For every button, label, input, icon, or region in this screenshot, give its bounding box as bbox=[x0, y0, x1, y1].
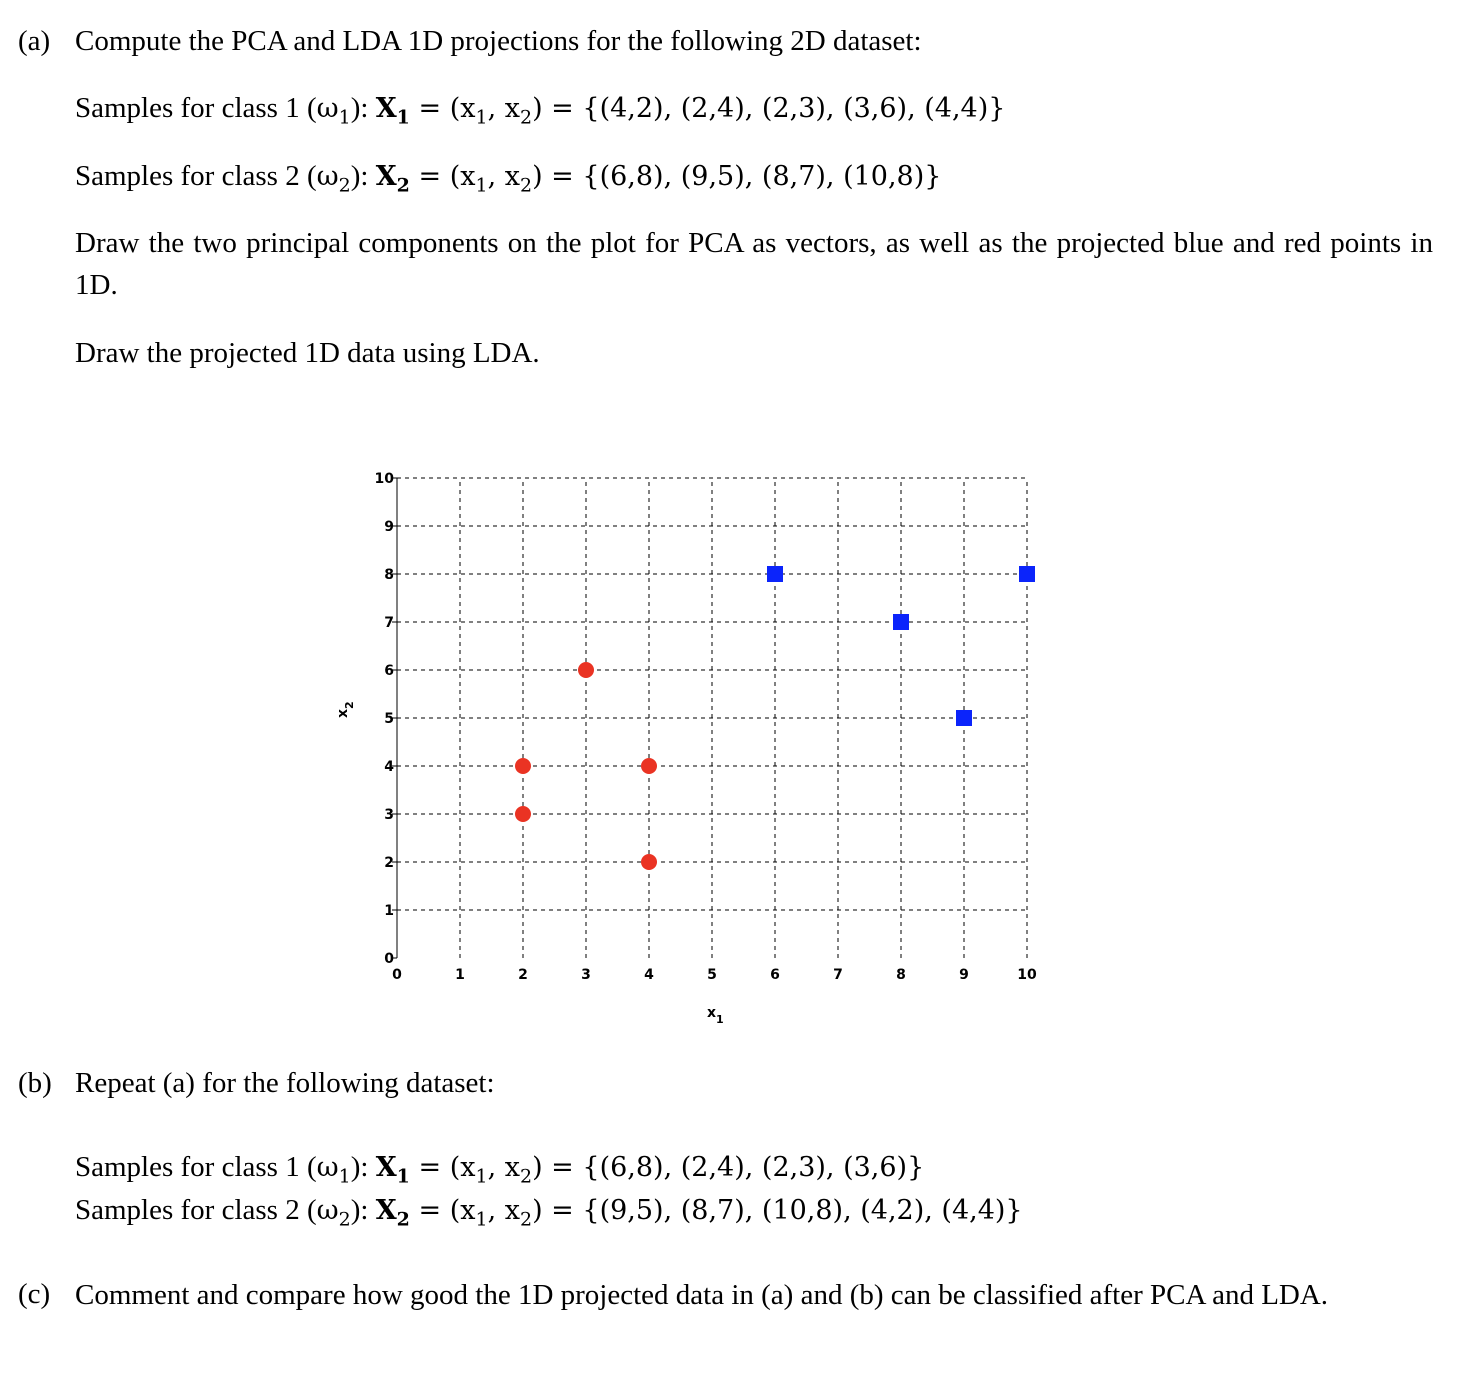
part-a-class1-line: Samples for class 1 $(\omega_1)$: $X_1 = (x_1$, $x_2) = \{(4,2)$, (2,4), (2,3), (3,6), (4,4)} bbox=[75, 92, 1006, 129]
x-tick-label: 10 bbox=[1017, 967, 1037, 983]
chart-grid bbox=[397, 478, 1027, 958]
x-tick-label: 5 bbox=[707, 967, 717, 983]
class2-point bbox=[893, 614, 909, 630]
part-a-label: (a) bbox=[18, 25, 51, 57]
part-b-class2-line: Samples for class 2 $(\omega_2)$: $X_2 = (x_1$, $x_2) = \{(9,5)$, (8,7), (10,8), (4,2), (4,4)} bbox=[75, 1194, 1023, 1231]
y-tick-label: 3 bbox=[384, 807, 394, 823]
part-a-class2-line: Samples for class 2 $(\omega_2)$: $X_2 = (x_1$, $x_2) = \{(6,8)$, (9,5), (8,7), (10,8)} bbox=[75, 160, 942, 197]
y-tick-label: 0 bbox=[384, 951, 394, 967]
x-axis-label: $x_1$ bbox=[707, 1005, 724, 1026]
y-axis-label: $x_2$ bbox=[335, 701, 356, 718]
part-a-instruction-pca: Draw the two principal components on the plot for PCA as vectors, as well as the projected blue and red points in 1D. bbox=[75, 227, 1433, 301]
class2-point bbox=[767, 566, 783, 582]
class1-point bbox=[641, 854, 657, 870]
class1-point bbox=[515, 758, 531, 774]
x-tick-label: 6 bbox=[770, 967, 780, 983]
x-tick-label: 9 bbox=[959, 967, 969, 983]
y-tick-label: 7 bbox=[384, 615, 394, 631]
x-tick-label: 2 bbox=[518, 967, 528, 983]
part-c-text: Comment and compare how good the 1D projected data in (a) and (b) can be classified after PCA and LDA. bbox=[75, 1279, 1329, 1311]
y-tick-label: 6 bbox=[384, 663, 394, 679]
part-b-class1-line: Samples for class 1 $(\omega_1)$: $X_1 = (x_1$, $x_2) = \{(6,8)$, (2,4), (2,3), (3,6)} bbox=[75, 1151, 925, 1188]
scatter-chart bbox=[330, 462, 1060, 1052]
chart-ticks bbox=[375, 471, 1037, 983]
class1-point bbox=[578, 662, 594, 678]
y-tick-label: 9 bbox=[384, 519, 394, 535]
part-c-label: (c) bbox=[18, 1278, 51, 1310]
y-tick-label: 2 bbox=[384, 855, 394, 871]
x-tick-label: 8 bbox=[896, 967, 906, 983]
x-tick-label: 1 bbox=[455, 967, 465, 983]
part-a-instruction-lda: Draw the projected 1D data using LDA. bbox=[75, 337, 540, 369]
x-tick-label: 7 bbox=[833, 967, 843, 983]
class2-point bbox=[1019, 566, 1035, 582]
part-b-intro: Repeat (a) for the following dataset: bbox=[75, 1067, 495, 1099]
y-tick-label: 10 bbox=[374, 471, 394, 487]
y-tick-label: 8 bbox=[384, 567, 394, 583]
y-tick-label: 1 bbox=[384, 903, 394, 919]
y-tick-label: 4 bbox=[384, 759, 394, 775]
class1-point bbox=[641, 758, 657, 774]
x-tick-label: 0 bbox=[392, 967, 402, 983]
part-a-intro: Compute the PCA and LDA 1D projections for the following 2D dataset: bbox=[75, 25, 922, 57]
x-tick-label: 3 bbox=[581, 967, 591, 983]
class2-point bbox=[956, 710, 972, 726]
part-b-label: (b) bbox=[18, 1067, 52, 1099]
class1-point bbox=[515, 806, 531, 822]
y-tick-label: 5 bbox=[384, 711, 394, 727]
x-tick-label: 4 bbox=[644, 967, 654, 983]
